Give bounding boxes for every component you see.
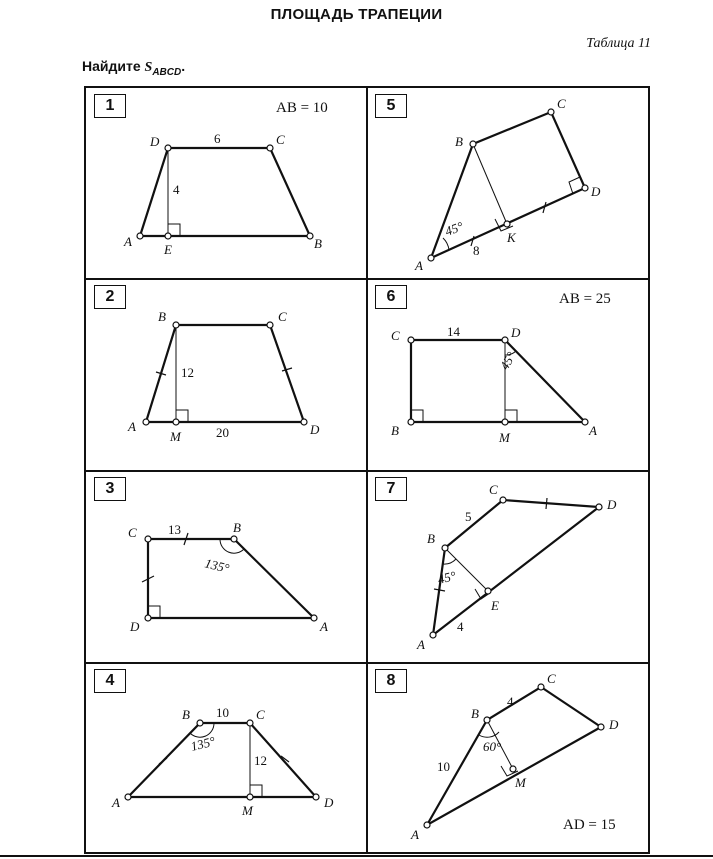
problems-grid [84, 86, 650, 854]
problem-number: 1 [94, 94, 126, 118]
problem-2 [86, 279, 367, 471]
vertex-B: B [391, 423, 399, 438]
length-AK: 8 [473, 243, 480, 258]
length-BC: 5 [465, 509, 472, 524]
problem-number: 2 [94, 285, 126, 309]
vertex-E: E [164, 242, 172, 257]
figure-trapezoid-4 [86, 663, 367, 852]
vertex-A: A [124, 234, 132, 249]
problem-4 [86, 663, 367, 852]
vertex-D: D [591, 184, 601, 199]
length-DC: 6 [214, 131, 221, 146]
table-label: Таблица 11 [586, 36, 651, 51]
vertex-A: A [417, 637, 425, 652]
vertex-B: B [233, 520, 241, 535]
problem-number: 5 [375, 94, 407, 118]
length-AB: 10 [437, 759, 450, 774]
figure-trapezoid-6 [367, 279, 648, 471]
vertex-C: C [128, 525, 137, 540]
vertex-C: C [557, 96, 566, 111]
vertex-M: M [170, 429, 181, 444]
length-CM: 12 [254, 753, 267, 768]
problem-number: 7 [375, 477, 407, 501]
length-BM: 12 [181, 365, 194, 380]
figure-trapezoid-7 [367, 471, 648, 663]
vertex-A: A [112, 795, 120, 810]
vertex-D: D [609, 717, 619, 732]
length-BC: 10 [216, 705, 229, 720]
vertex-C: C [391, 328, 400, 343]
vertex-D: D [607, 497, 617, 512]
vertex-D: D [324, 795, 334, 810]
problem-6 [367, 279, 648, 471]
problem-5 [367, 88, 648, 279]
given-condition: AB = 10 [276, 100, 328, 116]
vertex-B: B [471, 706, 479, 721]
angle-B: 45° [436, 567, 458, 587]
vertex-K: K [507, 230, 516, 245]
task-prefix: Найдите [82, 58, 145, 74]
vertex-C: C [276, 132, 285, 147]
task-subscript: ABCD [152, 66, 182, 78]
problem-number: 8 [375, 669, 407, 693]
length-MD: 20 [216, 425, 229, 440]
vertex-D: D [310, 422, 320, 437]
problem-1 [86, 88, 367, 279]
vertex-C: C [278, 309, 287, 324]
vertex-D: D [130, 619, 140, 634]
length-DE: 4 [173, 182, 180, 197]
problem-number: 3 [94, 477, 126, 501]
length-AE: 4 [457, 619, 464, 634]
angle-B: 60° [483, 739, 502, 754]
figure-trapezoid-5 [367, 88, 648, 279]
figure-trapezoid-2 [86, 279, 367, 471]
given-condition: AB = 25 [559, 291, 611, 307]
figure-trapezoid-3 [86, 471, 367, 663]
vertex-A: A [320, 619, 328, 634]
figure-trapezoid-1 [86, 88, 367, 279]
problem-number: 6 [375, 285, 407, 309]
vertex-A: A [415, 258, 423, 273]
angle-B: 135° [189, 733, 217, 754]
vertex-B: B [158, 309, 166, 324]
page-title: ПЛОЩАДЬ ТРАПЕЦИИ [270, 6, 443, 23]
vertex-C: C [489, 482, 498, 497]
vertex-M: M [499, 430, 510, 445]
bottom-rule [0, 855, 713, 857]
figure-trapezoid-8 [367, 663, 648, 852]
vertex-M: M [515, 775, 526, 790]
angle-A: 45° [442, 218, 466, 239]
angle-D: 45° [496, 349, 519, 373]
problem-7 [367, 471, 648, 663]
task-symbol: S [144, 60, 153, 75]
problem-number: 4 [94, 669, 126, 693]
vertex-B: B [455, 134, 463, 149]
length-CD: 14 [447, 324, 460, 339]
vertex-B: B [314, 236, 322, 251]
vertex-B: B [427, 531, 435, 546]
problem-8 [367, 663, 648, 852]
problem-3 [86, 471, 367, 663]
given-condition: AD = 15 [563, 817, 616, 833]
vertex-A: A [589, 423, 597, 438]
vertex-D: D [150, 134, 160, 149]
vertex-C: C [256, 707, 265, 722]
task-instruction [82, 58, 185, 78]
task-suffix: . [181, 58, 186, 74]
vertex-M: M [242, 803, 253, 818]
vertex-B: B [182, 707, 190, 722]
vertex-C: C [547, 671, 556, 686]
vertex-D: D [511, 325, 521, 340]
length-BC: 4 [507, 694, 514, 709]
vertex-E: E [491, 598, 499, 613]
vertex-A: A [411, 827, 419, 842]
vertex-A: A [128, 419, 136, 434]
length-CB: 13 [168, 522, 181, 537]
angle-B: 135° [203, 555, 231, 576]
